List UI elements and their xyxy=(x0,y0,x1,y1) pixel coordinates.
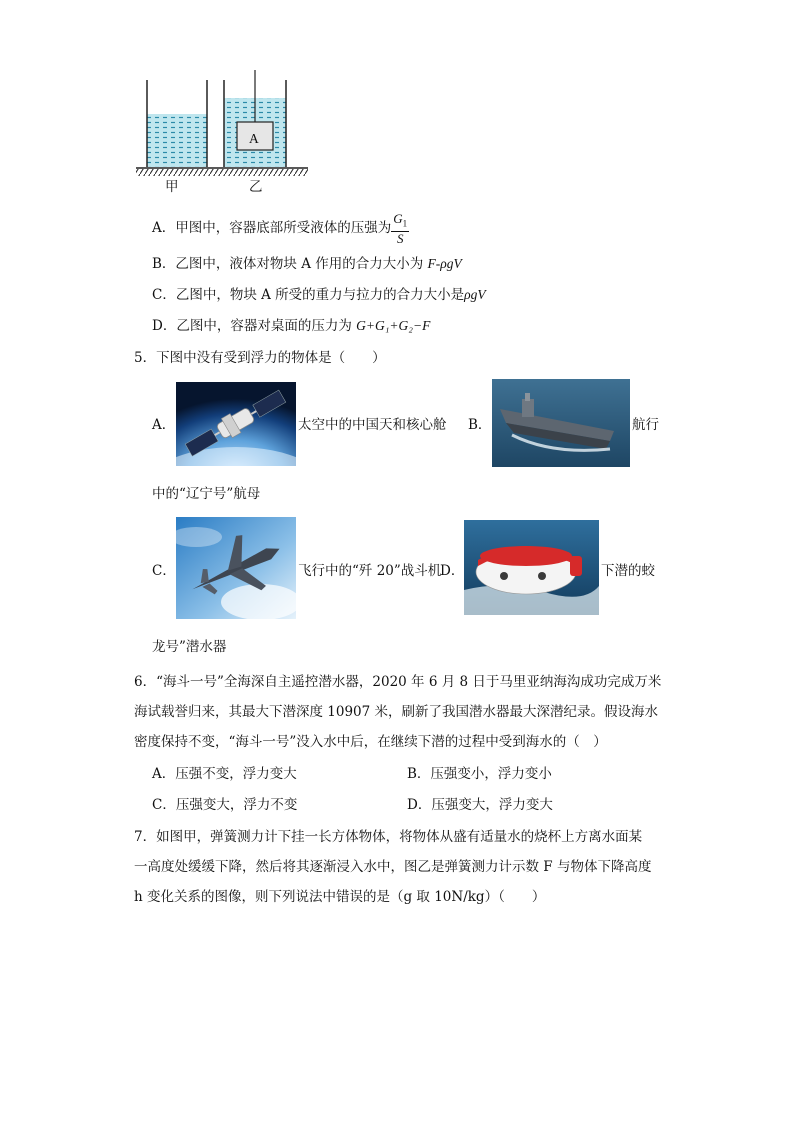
pressure-fraction: $\frac{G_1}{S}$ xyxy=(393,211,408,246)
fighter-jet-photo xyxy=(176,517,296,619)
container-yi xyxy=(224,70,286,167)
q6-option-b: B．压强变小，浮力变小 xyxy=(407,766,552,782)
submersible-photo xyxy=(464,520,599,615)
q4-option-d: D．乙图中，容器对桌面的压力为 G+G₁+G₂−F xyxy=(152,318,431,334)
q5-option-c-caption: 飞行中的“歼 20”战斗机 xyxy=(298,563,442,579)
q5-option-d-label: D． xyxy=(440,563,465,579)
q5-option-b-label: B． xyxy=(468,417,492,433)
q7-line-3: h 变化关系的图像，则下列说法中错误的是（g 取 10N/kg）（ ） xyxy=(134,889,546,905)
space-station-photo xyxy=(176,382,296,466)
q4-option-b: B．乙图中，液体对物块 A 作用的合力大小为 F-ρgV xyxy=(152,256,462,272)
container-jia xyxy=(147,80,207,167)
q5-option-b-caption-2: 中的“辽宁号”航母 xyxy=(152,486,261,502)
q6-option-a: A．压强不变，浮力变大 xyxy=(152,766,297,782)
q5-option-a-caption: 太空中的中国天和核心舱 xyxy=(298,417,447,433)
aircraft-carrier-photo xyxy=(492,379,630,467)
q7-line-1: 7．如图甲，弹簧测力计下挂一长方体物体，将物体从盛有适量水的烧杯上方离水面某 xyxy=(134,829,643,845)
q5-option-c-label: C． xyxy=(152,563,176,579)
q5-stem: 5．下图中没有受到浮力的物体是（ ） xyxy=(134,350,386,366)
q5-option-a-label: A． xyxy=(152,417,176,433)
ground-hatch xyxy=(136,169,308,176)
figure-label-yi: 乙 xyxy=(249,179,263,195)
q4-option-a xyxy=(152,212,409,245)
block-a-label: A xyxy=(249,131,259,146)
q4-option-a-text: A．甲图中，容器底部所受液体的压强为 xyxy=(152,219,392,236)
containers-figure xyxy=(130,70,320,200)
q7-line-2: 一高度处缓缓下降，然后将其逐渐浸入水中，图乙是弹簧测力计示数 F 与物体下降高度 xyxy=(134,859,652,875)
q6-option-c: C．压强变大，浮力不变 xyxy=(152,797,298,813)
q6-line-3: 密度保持不变，“海斗一号”没入水中后，在继续下潜的过程中受到海水的（ ） xyxy=(134,734,607,750)
q5-option-d-caption-2: 龙号”潜水器 xyxy=(152,639,227,655)
q5-option-d-caption-1: 下潜的蛟 xyxy=(601,563,655,579)
q5-option-b-caption-1: 航行 xyxy=(632,417,659,433)
q6-line-2: 海试载誉归来，其最大下潜深度 10907 米，刷新了我国潜水器最大深潜纪录。假设海水 xyxy=(134,704,659,720)
q6-option-d: D．压强变大，浮力变大 xyxy=(407,797,553,813)
figure-label-jia: 甲 xyxy=(165,179,179,195)
q6-line-1: 6．“海斗一号”全海深自主遥控潜水器，2020 年 6 月 8 日于马里亚纳海沟成功完成万米 xyxy=(134,674,662,690)
q4-option-c: C．乙图中，物块 A 所受的重力与拉力的合力大小是ρgV xyxy=(152,287,486,303)
